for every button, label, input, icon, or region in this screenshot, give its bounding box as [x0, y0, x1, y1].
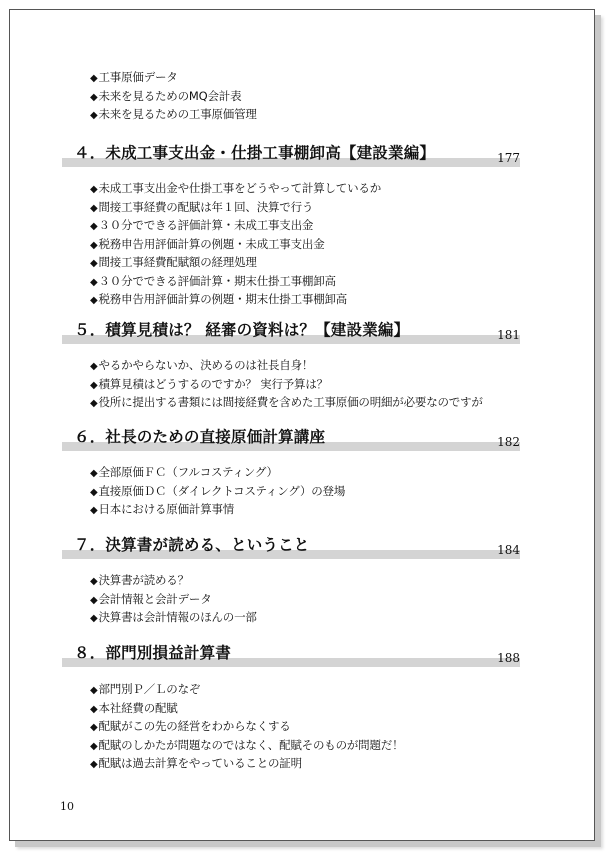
section-list — [90, 680, 403, 773]
section-title: ７．決算書が読める、ということ — [74, 536, 310, 554]
section-title: ６．社長のための直接原価計算講座 — [74, 428, 326, 446]
list-item: ◆ 部門別Ｐ／Ｌのなぞ — [90, 680, 403, 699]
list-item: ◆ 未成工事支出金や仕掛工事をどうやって計算しているか — [90, 179, 381, 198]
list-item: ◆ ３０分でできる評価計算・未成工事支出金 — [90, 216, 381, 235]
list-item: ◆ 税務申告用評価計算の例題・期末仕掛工事棚卸高 — [90, 290, 381, 309]
list-item: ◆ 未来を見るための工事原価管理 — [90, 105, 257, 124]
section-title: ８．部門別損益計算書 — [74, 644, 232, 662]
list-item: ◆ 役所に提出する書類には間接経費を含めた工事原価の明細が必要なのですが — [90, 393, 483, 412]
page-number: 10 — [60, 800, 74, 813]
list-item: ◆ 本社経費の配賦 — [90, 699, 403, 718]
section-page-number: 177 — [497, 151, 520, 165]
section-page-number: 182 — [497, 435, 520, 449]
list-item: ◆ 配賦がこの先の経営をわからなくする — [90, 717, 403, 736]
list-item: ◆ 日本における原価計算事情 — [90, 500, 345, 519]
list-item: ◆ 税務申告用評価計算の例題・未成工事支出金 — [90, 235, 381, 254]
list-item: ◆ 直接原価ＤＣ（ダイレクトコスティング）の登場 — [90, 482, 345, 501]
list-item: ◆ 配賦のしかたが問題なのではなく、配賦そのものが問題だ！ — [90, 736, 403, 755]
list-item: ◆ 全部原価ＦＣ（フルコスティング） — [90, 463, 345, 482]
intro-list — [90, 68, 257, 124]
section-list — [90, 463, 345, 519]
list-item: ◆ 配賦は過去計算をやっていることの証明 — [90, 754, 403, 773]
list-item: ◆ 間接工事経費の配賦は年１回、決算で行う — [90, 198, 381, 217]
section-heading — [62, 645, 520, 667]
list-item: ◆ 決算書が読める？ — [90, 571, 257, 590]
section-page-number: 184 — [497, 543, 520, 557]
section-heading — [62, 429, 520, 451]
list-item: ◆ 積算見積はどうするのですか？ 実行予算は？ — [90, 375, 483, 394]
section-heading — [62, 322, 520, 344]
list-item: ◆ 間接工事経費配賦額の経理処理 — [90, 253, 381, 272]
list-item: ◆ 会計情報と会計データ — [90, 590, 257, 609]
section-list — [90, 356, 483, 412]
list-item: ◆ やるかやらないか、決めるのは社長自身！ — [90, 356, 483, 375]
list-item: ◆ 未来を見るためのMQ会計表 — [90, 87, 257, 106]
section-heading — [62, 537, 520, 559]
section-title: ５．積算見積は？ 経審の資料は？【建設業編】 — [74, 321, 410, 339]
list-item: ◆ 決算書は会計情報のほんの一部 — [90, 608, 257, 627]
section-page-number: 181 — [497, 328, 520, 342]
list-item: ◆ 工事原価データ — [90, 68, 257, 87]
section-list — [90, 179, 381, 309]
section-heading — [62, 145, 520, 167]
section-title: ４．未成工事支出金・仕掛工事棚卸高【建設業編】 — [74, 144, 436, 162]
list-item: ◆ ３０分でできる評価計算・期末仕掛工事棚卸高 — [90, 272, 381, 291]
section-list — [90, 571, 257, 627]
section-page-number: 188 — [497, 651, 520, 665]
